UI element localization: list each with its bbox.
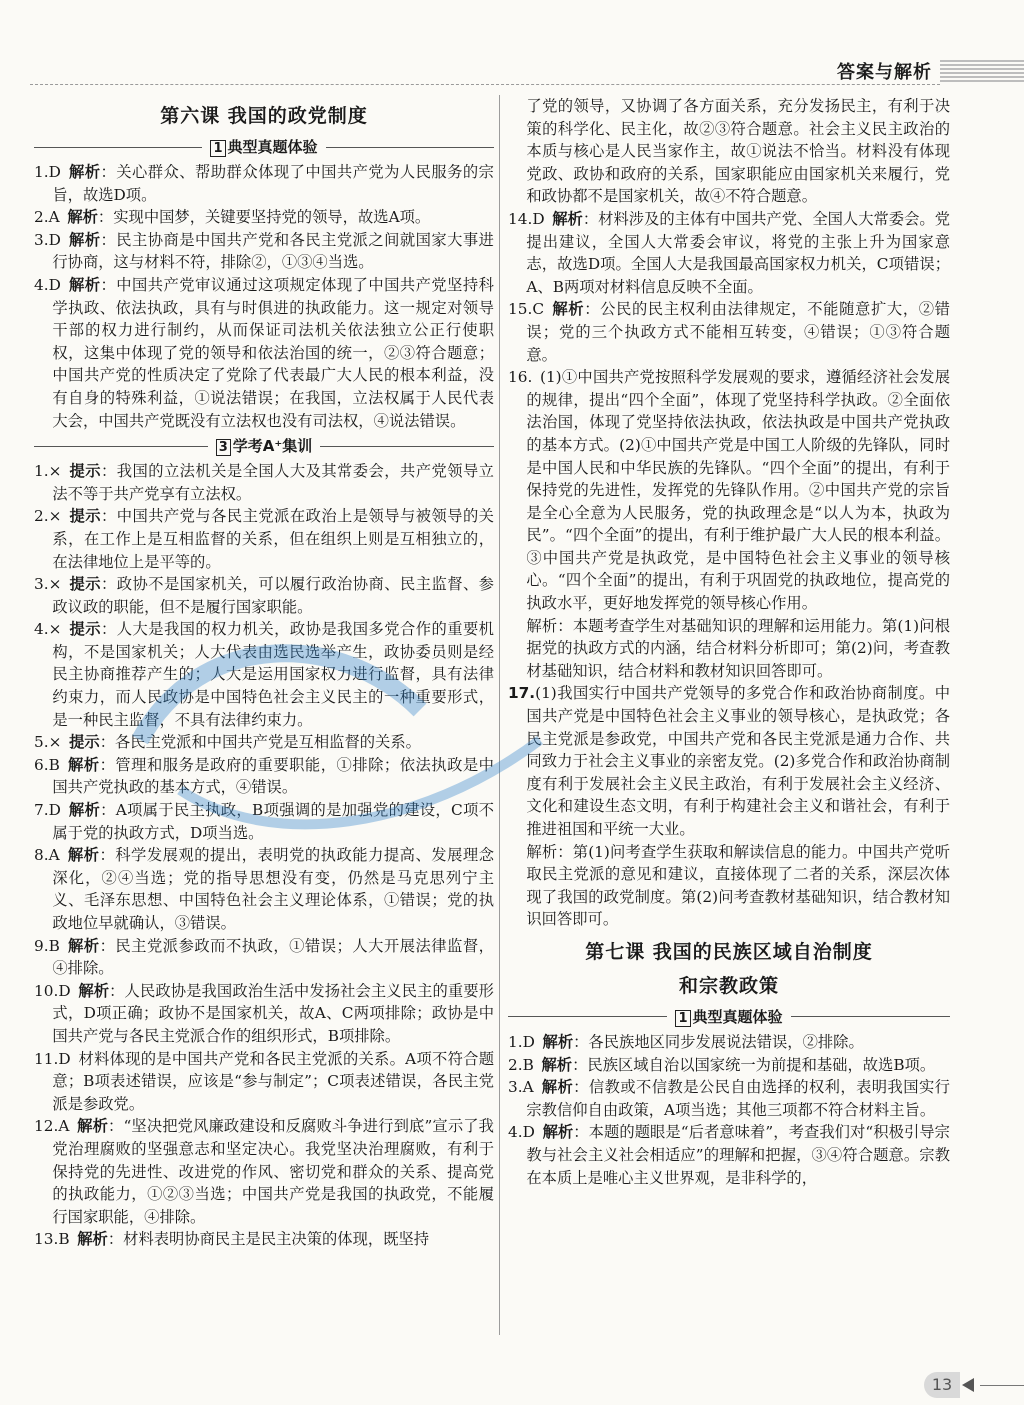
- lesson-7-subtitle: 和宗教政策: [678, 974, 779, 997]
- answer-tag: 解析: [67, 846, 100, 865]
- answer-key: 10.D: [34, 981, 71, 1000]
- answer-text: ：中国共产党与各民主党派在政治上是领导与被领导的关系，在工作上是互相监督的关系，但在组织上则是互相独立的，在法律地位上是平等的。: [52, 507, 494, 571]
- answer-key: 1.×: [34, 462, 62, 481]
- column-divider: [499, 95, 500, 1335]
- answer-key: 5.×: [34, 733, 62, 752]
- answer-key: 6.B: [34, 755, 60, 774]
- answer-text: 材料体现的是中国共产党和各民主党派的关系。A项不符合题意；B项表述错误，应该是“参与制定”；C项表述错误，各民主党派是参政党。: [52, 1049, 494, 1113]
- footer-rule: [980, 1385, 1024, 1386]
- answer-tag: 解析: [77, 1230, 108, 1249]
- section-label: 学考A⁺集训: [232, 436, 313, 455]
- answer-text: ：信教或不信教是公民自由选择的权利，表明我国实行宗教信仰自由政策，A项当选；其他三项都不符合材料主旨。: [526, 1078, 950, 1119]
- answer-tag: 提示: [69, 462, 101, 481]
- answer-tag: 解析: [552, 209, 583, 228]
- answer-key: 17.: [508, 684, 536, 703]
- answer-item: [34, 980, 494, 1048]
- answer-item: [34, 460, 494, 505]
- answer-item: [34, 799, 494, 844]
- answer-item: [34, 505, 494, 573]
- section-number-badge: 3: [216, 439, 231, 456]
- answer-tag: 解析: [67, 208, 98, 227]
- answer-text: ：关心群众、帮助群众体现了中国共产党为人民服务的宗旨，故选D项。: [52, 163, 494, 204]
- answer-item: [508, 208, 950, 298]
- answer-key: 8.A: [34, 846, 60, 865]
- answer-tag: 提示: [69, 733, 100, 752]
- answer-list-training: [34, 460, 494, 1251]
- answer-item: [34, 1228, 494, 1251]
- analysis-16: 解析：本题考查学生对基础知识的理解和运用能力。第(1)问根据党的执政方式的内涵，结合材料分析即可；第(2)问，考查教材基础知识，结合材料和教材知识回答即可。: [526, 616, 950, 680]
- answer-key: 7.D: [34, 801, 61, 820]
- left-column: [34, 95, 494, 1251]
- answer-text: ：政协不是国家机关，可以履行政治协商、民主监督、参政议政的职能，但不是履行国家职能。: [52, 575, 494, 616]
- answer-tag: 解析: [542, 1032, 574, 1051]
- section-label: 典型真题体验: [227, 137, 318, 156]
- section-header-typical-questions-7: [508, 1005, 950, 1029]
- answer-item: [34, 1115, 494, 1228]
- header-title: 答案与解析: [837, 62, 932, 83]
- answer-text: ：管理和服务是政府的重要职能，①排除；依法执政是中国共产党执政的基本方式，④错误。: [52, 755, 494, 797]
- answer-key: 11.D: [34, 1049, 71, 1068]
- answer-item-17: [508, 682, 950, 840]
- answer-text: (1)我国实行中国共产党领导的多党合作和政治协商制度。中国共产党是中国特色社会主义事业的领导核心，是执政党；各民主党派是参政党，中国共产党和各民主党派是通力合作、共同致力于社会主义事业的亲密友党。(2)多党合作和政治协商制度有利于发展社会主义民主政治，有利于发展社会主义经济、文化和建设生态文明，有利于构建社会主义和谐社会，有利于推进祖国和平统一大业。: [526, 684, 950, 838]
- answer-tag: 解析: [67, 755, 100, 774]
- answer-item: [508, 298, 950, 366]
- answer-text: ：我国的立法机关是全国人大及其常委会，共产党领导立法不等于共产党享有立法权。: [52, 462, 494, 503]
- analysis-17: 解析：第(1)问考查学生获取和解读信息的能力。中国共产党听取民主党派的意见和建议，直接体现了二者的关系，深层次体现了我国的政党制度。第(2)问考查教材基础知识，结合教材知识回答即可。: [526, 842, 950, 929]
- answer-text: ：人民政协是我国政治生活中发扬社会主义民主的重要形式，D项正确；政协不是国家机关，故A、C两项排除；政协是中国共产党与各民主党派合作的组织形式，B项排除。: [52, 981, 494, 1045]
- answer-key: 1.D: [508, 1032, 535, 1051]
- answer-item: [34, 573, 494, 618]
- answer-text: ：公民的民主权利由法律规定，不能随意扩大，②错误；党的三个执政方式不能相互转变，④错误；①③符合题意。: [526, 300, 950, 364]
- answer-key: 9.B: [34, 936, 60, 955]
- answer-tag: 提示: [69, 575, 101, 594]
- answer-tag: 解析: [67, 936, 100, 955]
- answer-item: [508, 366, 950, 615]
- answer-item: [34, 618, 494, 731]
- answer-item: [34, 274, 494, 432]
- answer-tag: 解析: [541, 1078, 574, 1097]
- answer-tag: 解析: [77, 1117, 109, 1136]
- answer-tag: 解析: [541, 1055, 573, 1074]
- answer-text: ：民主党派参政而不执政，①错误；人大开展法律监督，④排除。: [52, 936, 494, 978]
- answer-item: [508, 1031, 950, 1054]
- section-label: 典型真题体验: [692, 1007, 783, 1026]
- section-header-a-plus-training: [34, 434, 494, 458]
- answer-text: ：人大是我国的权力机关，政协是我国多党合作的重要机构，不是国家机关；人大代表由选民选举产生，政协委员则是经民主协商推荐产生的；人大是运用国家权力进行监督，具有法律约束力，而人民政协是中国特色社会主义民主的一种重要形式，是一种民主监督，不具有法律约束力。: [52, 620, 494, 729]
- answer-item: [508, 1076, 950, 1121]
- answer-item: [34, 844, 494, 934]
- answer-text: ：实现中国梦，关键要坚持党的领导，故选A项。: [97, 208, 431, 227]
- answer-text: ：科学发展观的提出，表明党的执政能力提高、发展理念深化，②④当选；党的指导思想没有变，仍然是马克思列宁主义、毛泽东思想、中国特色社会主义理论体系，①错误；党的执政地位早就确认，③错误。: [52, 846, 494, 932]
- answer-key: 4.×: [34, 620, 62, 639]
- answer-item: [508, 1054, 950, 1077]
- answer-key: 13.B: [34, 1230, 70, 1249]
- answer-text: (1)①中国共产党按照科学发展观的要求，遵循经济社会发展的规律，提出“四个全面”，体现了党坚持科学执政。②全面依法治国，体现了党坚持依法执政，依法执政是中国共产党执政的基本方式。(2)①中国共产党是中国工人阶级的先锋队，同时是中国人民和中华民族的先锋队。“四个全面”的提出，有利于保持党的先进性，发挥党的先锋队作用。②中国共产党的宗旨是全心全意为人民服务，党的执政理念是“以人为本，执政为民”。“四个全面”的提出，有利于维护最广大人民的根本利益。③中国共产党是执政党，是中国特色社会主义事业的领导核心。“四个全面”的提出，有利于巩固党的执政地位，提高党的执政水平，更好地发挥党的领导核心作用。: [526, 368, 950, 613]
- answer-text: ：材料涉及的主体有中国共产党、全国人大常委会。党提出建议，全国人大常委会审议，将党的主张上升为国家意志，故选D项。全国人大是我国最高国家权力机关，C项错误；A、B两项对材料信息反映不全面。: [526, 209, 950, 296]
- answer-text: ：民族区域自治以国家统一为前提和基础，故选B项。: [572, 1055, 936, 1074]
- answer-key: 4.D: [34, 275, 61, 294]
- answer-tag: 解析: [551, 300, 585, 319]
- answer-tag: 解析: [68, 163, 101, 181]
- answer-tag: 提示: [69, 507, 101, 526]
- answer-text: ：民主协商是中国共产党和各民主党派之间就国家大事进行协商，这与材料不符，排除②，①③④当选。: [52, 230, 494, 272]
- right-column: [508, 95, 950, 1189]
- answer-key: 14.D: [508, 209, 545, 228]
- section-number-badge: 1: [675, 1010, 690, 1027]
- answer-text: ：各民族地区同步发展说法错误，②排除。: [573, 1032, 864, 1051]
- section-header-typical-questions: [34, 135, 494, 159]
- page-number: 13: [924, 1372, 960, 1398]
- answer-item: [34, 935, 494, 980]
- answer-key: 16.: [508, 368, 533, 387]
- answer-key: 12.A: [34, 1117, 70, 1136]
- answer-key: 3.×: [34, 575, 62, 594]
- answer-key: 3.D: [34, 230, 61, 249]
- answer-key: 4.D: [508, 1123, 535, 1142]
- answer-tag: 解析: [68, 230, 101, 249]
- answer-item: [34, 731, 494, 754]
- answer-list-typical: [34, 161, 494, 432]
- section-number-badge: 1: [210, 140, 225, 157]
- answer-text: ：本题的题眼是“后者意味着”，考查我们对“积极引导宗教与社会主义社会相适应”的理解和把握，③④符合题意。宗教在本质上是唯心主义世界观，是非科学的，: [526, 1123, 950, 1187]
- answer-item: [34, 229, 494, 274]
- answer-item: [34, 206, 494, 229]
- answer-key: 2.A: [34, 208, 60, 227]
- page-arrow-icon: [962, 1378, 974, 1392]
- answer-key: 2.B: [508, 1055, 534, 1074]
- answer-key: 15.C: [508, 300, 545, 319]
- header-decoration: [940, 60, 1024, 82]
- answer-item: [34, 161, 494, 206]
- answer-text: ：各民主党派和中国共产党是互相监督的关系。: [99, 733, 421, 752]
- answer-key: 2.×: [34, 507, 62, 526]
- answer-tag: 解析: [542, 1123, 574, 1142]
- answer-list-lesson7: [508, 1031, 950, 1189]
- answer-tag: 解析: [68, 801, 101, 820]
- answer-tag: 提示: [69, 620, 101, 639]
- lesson-6-title: 第六课 我国的政党制度: [160, 105, 368, 127]
- answer-text: ：A项属于民主执政，B项强调的是加强党的建设，C项不属于党的执政方式，D项当选。: [52, 801, 494, 842]
- answer-key: 1.D: [34, 163, 61, 181]
- answer-key: 3.A: [508, 1078, 534, 1097]
- answer-text: ：材料表明协商民主是民主决策的体现，既坚持: [107, 1230, 430, 1249]
- answer-item: [34, 1048, 494, 1116]
- answer-tag: 解析: [68, 275, 101, 294]
- lesson-7-title: 第七课 我国的民族区域自治制度: [585, 940, 873, 963]
- answer-text: ：中国共产党审议通过这项规定体现了中国共产党坚持科学执政、依法执政，具有与时俱进的执政能力。这一规定对领导干部的权力进行制约，从而保证司法机关依法独立公正行使职权，这集中体现了党的领导和依法治国的统一，②③符合题意；中国共产党的性质决定了党除了代表最广大人民的根本利益，没有自身的特殊利益，①说法错误；在我国，立法权属于人民代表大会，中国共产党既没有立法权也没有司法权，④说法错误。: [52, 275, 494, 430]
- answer-item: [34, 754, 494, 799]
- answer-text: ：“坚决把党风廉政建设和反腐败斗争进行到底”宣示了我党治理腐败的坚强意志和坚定决心。我党坚决治理腐败，有利于保持党的先进性、改进党的作风、密切党和群众的关系、提高党的执政能力，①②③当选；中国共产党是我国的执政党，不能履行国家职能，④排除。: [52, 1117, 494, 1226]
- answer-tag: 解析: [78, 981, 110, 1000]
- answer-list-continued: [508, 208, 950, 615]
- header-rule: [30, 84, 940, 85]
- answer-item: [508, 1121, 950, 1189]
- continued-answer-13: 了党的领导，又协调了各方面关系，充分发扬民主，有利于决策的科学化、民主化，故②③符合题意。社会主义民主政治的本质与核心是人民当家作主，故①说法不恰当。材料没有体现党政、政协和政府的关系，国家职能应由国家机关来履行，党和政协都不是国家机关，故④不符合题意。: [526, 97, 950, 206]
